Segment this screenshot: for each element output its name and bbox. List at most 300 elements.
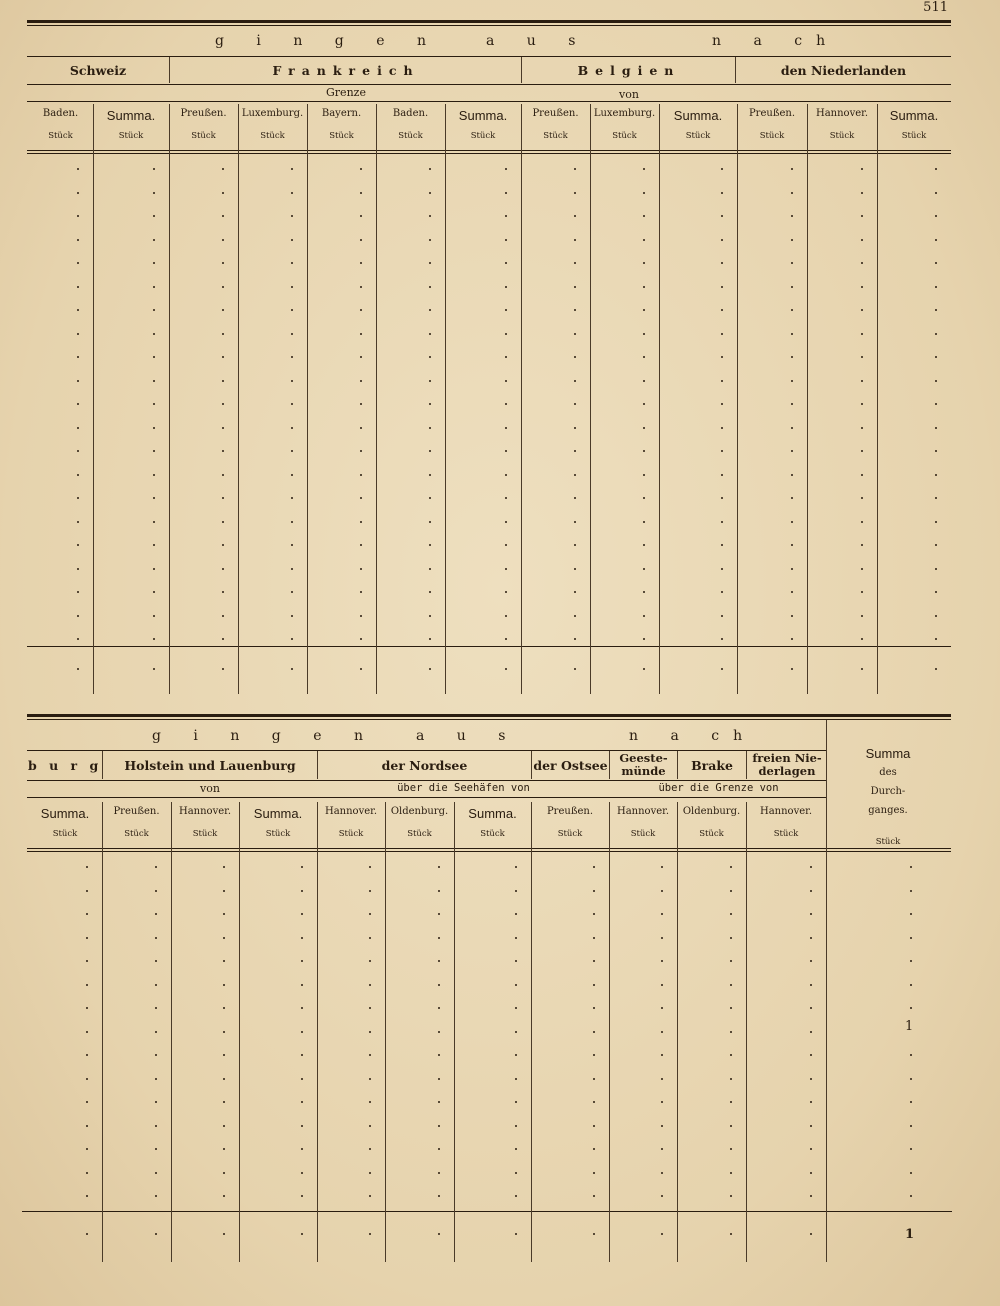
top-col-unit: Stück xyxy=(612,131,637,141)
bottom-rule-5 xyxy=(27,848,951,849)
bottom-empty-cell xyxy=(86,1125,88,1127)
bottom-empty-cell xyxy=(155,1195,157,1197)
bottom-empty-cell xyxy=(369,1031,371,1033)
top-empty-cell xyxy=(291,286,293,288)
top-empty-cell xyxy=(222,544,224,546)
summa-durchgang-empty-cell xyxy=(910,1195,912,1197)
top-empty-cell xyxy=(791,239,793,241)
bottom-empty-cell xyxy=(301,937,303,939)
top-empty-cell xyxy=(861,168,863,170)
bottom-col-divider xyxy=(746,802,747,1262)
top-empty-cell xyxy=(291,215,293,217)
bottom-empty-cell xyxy=(730,1172,732,1174)
bottom-empty-cell xyxy=(223,1101,225,1103)
bottom-empty-cell xyxy=(369,1172,371,1174)
top-empty-cell xyxy=(505,309,507,311)
top-empty-cell xyxy=(935,333,937,335)
bottom-empty-cell xyxy=(661,960,663,962)
top-empty-cell xyxy=(574,215,576,217)
bottom-empty-cell xyxy=(86,1078,88,1080)
top-empty-cell xyxy=(861,403,863,405)
summa-durchgang-empty-cell xyxy=(910,1007,912,1009)
country-divider xyxy=(169,57,170,83)
bottom-empty-total xyxy=(86,1233,88,1235)
bottom-empty-cell xyxy=(810,1125,812,1127)
top-empty-cell xyxy=(291,239,293,241)
top-rule-4 xyxy=(27,101,951,102)
bottom-empty-cell xyxy=(593,866,595,868)
top-empty-cell xyxy=(360,309,362,311)
top-empty-cell xyxy=(791,638,793,640)
top-empty-cell xyxy=(429,615,431,617)
bottom-empty-cell xyxy=(438,1125,440,1127)
top-empty-cell xyxy=(153,262,155,264)
top-col-header: Luxemburg. xyxy=(241,108,304,119)
bottom-empty-cell xyxy=(223,1125,225,1127)
top-col-header: Preußen. xyxy=(180,108,227,119)
top-empty-cell xyxy=(505,333,507,335)
bottom-empty-cell xyxy=(438,913,440,915)
bottom-empty-cell xyxy=(155,1054,157,1056)
bottom-empty-total xyxy=(810,1233,812,1235)
top-empty-cell xyxy=(935,568,937,570)
top-empty-cell xyxy=(791,450,793,452)
bottom-col-unit: Stück xyxy=(773,829,799,839)
bottom-empty-cell xyxy=(515,937,517,939)
bottom-empty-cell xyxy=(223,1007,225,1009)
top-rule-thin xyxy=(27,25,951,26)
top-col-unit: Stück xyxy=(470,131,496,141)
top-empty-cell xyxy=(429,403,431,405)
bottom-empty-cell xyxy=(730,1148,732,1150)
top-empty-total xyxy=(721,668,723,670)
top-empty-cell xyxy=(791,521,793,523)
top-empty-cell xyxy=(77,474,79,476)
top-empty-cell xyxy=(574,568,576,570)
bottom-empty-cell xyxy=(730,1101,732,1103)
summa-durchgang-empty-cell xyxy=(910,890,912,892)
bottom-col-header: Summa. xyxy=(40,806,90,821)
top-empty-cell xyxy=(291,615,293,617)
bottom-empty-cell xyxy=(86,913,88,915)
top-empty-cell xyxy=(429,474,431,476)
top-empty-cell xyxy=(222,474,224,476)
bottom-empty-cell xyxy=(438,1078,440,1080)
bottom-empty-cell xyxy=(810,960,812,962)
bottom-col-header: Summa. xyxy=(468,806,517,821)
bottom-empty-cell xyxy=(438,984,440,986)
summa-durchgang-empty-cell xyxy=(910,1125,912,1127)
bottom-empty-cell xyxy=(301,1101,303,1103)
top-empty-cell xyxy=(935,380,937,382)
bottom-empty-cell xyxy=(661,937,663,939)
top-empty-cell xyxy=(574,403,576,405)
top-empty-cell xyxy=(429,521,431,523)
top-col-header: Baden. xyxy=(392,108,429,119)
top-empty-cell xyxy=(360,286,362,288)
bottom-empty-cell xyxy=(301,960,303,962)
top-empty-cell xyxy=(77,356,79,358)
top-empty-cell xyxy=(77,380,79,382)
top-empty-cell xyxy=(643,215,645,217)
bottom-empty-cell xyxy=(301,1125,303,1127)
bottom-empty-cell xyxy=(301,1007,303,1009)
top-empty-cell xyxy=(429,192,431,194)
top-empty-cell xyxy=(153,333,155,335)
top-empty-cell xyxy=(574,521,576,523)
bottom-empty-cell xyxy=(369,1054,371,1056)
top-empty-cell xyxy=(429,544,431,546)
bottom-empty-cell xyxy=(223,1078,225,1080)
top-col-unit: Stück xyxy=(118,131,144,141)
top-empty-total xyxy=(77,668,79,670)
bottom-empty-cell xyxy=(369,984,371,986)
top-empty-cell xyxy=(291,192,293,194)
top-empty-cell xyxy=(721,521,723,523)
summa-durchgang-3: Durch- xyxy=(870,786,906,797)
top-empty-cell xyxy=(222,427,224,429)
bottom-empty-cell xyxy=(86,1195,88,1197)
top-empty-cell xyxy=(574,262,576,264)
label-seehafen: über die Seehäfen von xyxy=(397,782,530,794)
top-col-unit: Stück xyxy=(543,131,568,141)
bottom-col-divider xyxy=(454,802,455,1262)
top-empty-cell xyxy=(77,215,79,217)
top-empty-cell xyxy=(429,309,431,311)
top-empty-cell xyxy=(935,403,937,405)
bottom-total-rule xyxy=(22,1211,952,1212)
bottom-rule-2 xyxy=(27,750,827,751)
bottom-empty-cell xyxy=(86,960,88,962)
top-empty-cell xyxy=(222,450,224,452)
top-empty-cell xyxy=(721,615,723,617)
top-empty-cell xyxy=(77,333,79,335)
top-col-unit: Stück xyxy=(260,131,285,141)
group-divider xyxy=(609,751,610,779)
group-divider xyxy=(102,751,103,779)
top-empty-cell xyxy=(643,615,645,617)
top-empty-cell xyxy=(643,638,645,640)
top-empty-cell xyxy=(791,356,793,358)
bottom-empty-cell xyxy=(155,984,157,986)
top-empty-cell xyxy=(360,638,362,640)
bottom-empty-total xyxy=(730,1233,732,1235)
bottom-empty-cell xyxy=(593,984,595,986)
summa-row-value: 1 xyxy=(905,1019,914,1034)
bottom-empty-cell xyxy=(661,1007,663,1009)
bottom-empty-cell xyxy=(223,890,225,892)
top-empty-cell xyxy=(791,286,793,288)
top-empty-cell xyxy=(791,497,793,499)
bottom-empty-cell xyxy=(593,1078,595,1080)
top-col-header: Hannover. xyxy=(815,108,868,119)
top-empty-cell xyxy=(505,568,507,570)
top-col-header: Luxemburg. xyxy=(593,108,656,119)
bottom-empty-cell xyxy=(661,1195,663,1197)
top-empty-cell xyxy=(721,497,723,499)
bottom-empty-cell xyxy=(810,1054,812,1056)
top-empty-cell xyxy=(574,192,576,194)
top-empty-cell xyxy=(574,309,576,311)
bottom-empty-cell xyxy=(730,1007,732,1009)
top-empty-cell xyxy=(721,356,723,358)
top-banner-aus: a u s xyxy=(486,33,590,49)
top-empty-cell xyxy=(360,168,362,170)
label-grenze: Grenze xyxy=(326,86,366,99)
top-empty-cell xyxy=(77,450,79,452)
group-ostsee: der Ostsee xyxy=(533,758,608,773)
top-empty-cell xyxy=(721,262,723,264)
top-col-divider xyxy=(877,104,878,694)
top-empty-total xyxy=(360,668,362,670)
top-empty-cell xyxy=(291,356,293,358)
bottom-col-header: Oldenburg. xyxy=(390,806,449,817)
top-empty-cell xyxy=(222,286,224,288)
bottom-empty-cell xyxy=(438,1195,440,1197)
top-col-header: Preußen. xyxy=(748,108,796,119)
top-empty-cell xyxy=(861,497,863,499)
top-empty-cell xyxy=(360,544,362,546)
top-empty-cell xyxy=(222,403,224,405)
bottom-col-header: Preußen. xyxy=(113,806,160,817)
bottom-empty-cell xyxy=(438,890,440,892)
top-empty-cell xyxy=(153,427,155,429)
top-empty-cell xyxy=(505,497,507,499)
bottom-empty-cell xyxy=(730,866,732,868)
top-empty-cell xyxy=(643,262,645,264)
top-empty-cell xyxy=(574,356,576,358)
bottom-empty-cell xyxy=(515,913,517,915)
top-rule-5 xyxy=(27,150,951,151)
bottom-rule-thin xyxy=(27,719,951,720)
bottom-empty-cell xyxy=(515,866,517,868)
top-empty-cell xyxy=(360,427,362,429)
bottom-empty-cell xyxy=(730,1054,732,1056)
top-empty-cell xyxy=(429,427,431,429)
bottom-empty-cell xyxy=(515,1054,517,1056)
bottom-empty-cell xyxy=(86,984,88,986)
top-empty-cell xyxy=(791,474,793,476)
top-empty-cell xyxy=(791,427,793,429)
bottom-empty-cell xyxy=(515,1101,517,1103)
bottom-empty-cell xyxy=(661,984,663,986)
top-col-header: Summa. xyxy=(106,108,156,123)
bottom-col-header: Hannover. xyxy=(324,806,377,817)
top-empty-cell xyxy=(861,356,863,358)
group-divider xyxy=(746,751,747,779)
bottom-empty-cell xyxy=(810,1078,812,1080)
top-empty-cell xyxy=(360,380,362,382)
top-empty-cell xyxy=(861,521,863,523)
top-empty-cell xyxy=(721,591,723,593)
top-empty-cell xyxy=(291,568,293,570)
group-divider xyxy=(317,751,318,779)
top-empty-cell xyxy=(505,615,507,617)
top-empty-total xyxy=(222,668,224,670)
top-empty-cell xyxy=(721,474,723,476)
bottom-empty-cell xyxy=(593,1172,595,1174)
summa-durchgang-unit: Stück xyxy=(875,837,901,847)
top-banner-nach: n a ch xyxy=(712,33,840,49)
top-col-unit: Stück xyxy=(901,131,927,141)
top-empty-cell xyxy=(935,544,937,546)
bottom-col-header: Hannover. xyxy=(616,806,669,817)
group-divider xyxy=(677,751,678,779)
bottom-empty-cell xyxy=(810,913,812,915)
top-empty-cell xyxy=(77,591,79,593)
bottom-empty-cell xyxy=(86,1007,88,1009)
top-empty-cell xyxy=(222,168,224,170)
top-empty-cell xyxy=(429,286,431,288)
bottom-empty-cell xyxy=(730,1078,732,1080)
bottom-empty-cell xyxy=(438,866,440,868)
top-empty-cell xyxy=(429,380,431,382)
bottom-empty-cell xyxy=(223,866,225,868)
top-empty-cell xyxy=(222,568,224,570)
top-empty-cell xyxy=(153,168,155,170)
bottom-empty-cell xyxy=(438,1101,440,1103)
top-empty-cell xyxy=(77,544,79,546)
bottom-empty-cell xyxy=(301,984,303,986)
top-empty-cell xyxy=(222,215,224,217)
bottom-empty-cell xyxy=(810,1101,812,1103)
top-empty-cell xyxy=(574,427,576,429)
bottom-empty-cell xyxy=(369,1148,371,1150)
summa-durchgang-empty-cell xyxy=(910,866,912,868)
top-empty-cell xyxy=(643,286,645,288)
top-empty-cell xyxy=(643,427,645,429)
top-empty-cell xyxy=(222,615,224,617)
top-empty-cell xyxy=(360,356,362,358)
bottom-empty-total xyxy=(593,1233,595,1235)
top-empty-cell xyxy=(721,568,723,570)
top-empty-cell xyxy=(429,356,431,358)
top-empty-cell xyxy=(643,380,645,382)
bottom-empty-cell xyxy=(515,1007,517,1009)
top-empty-cell xyxy=(77,427,79,429)
group-burg: b u r g xyxy=(28,758,103,773)
bottom-col-divider xyxy=(171,802,172,1262)
top-empty-cell xyxy=(429,333,431,335)
top-empty-cell xyxy=(222,380,224,382)
bottom-empty-cell xyxy=(810,937,812,939)
top-empty-cell xyxy=(861,239,863,241)
summa-durchgang-empty-cell xyxy=(910,960,912,962)
top-empty-cell xyxy=(360,333,362,335)
bottom-empty-cell xyxy=(369,1078,371,1080)
summa-durchgang-empty-cell xyxy=(910,913,912,915)
top-empty-cell xyxy=(77,168,79,170)
bottom-col-divider xyxy=(385,802,386,1262)
top-empty-cell xyxy=(505,450,507,452)
bottom-empty-cell xyxy=(593,960,595,962)
top-empty-cell xyxy=(505,427,507,429)
top-empty-cell xyxy=(574,286,576,288)
top-empty-cell xyxy=(721,638,723,640)
bottom-empty-cell xyxy=(155,1101,157,1103)
bottom-banner-gingen: g i n g e n xyxy=(152,728,377,744)
bottom-banner-nach: n a ch xyxy=(629,728,757,744)
top-col-header: Summa. xyxy=(673,108,723,123)
top-empty-cell xyxy=(935,474,937,476)
top-empty-cell xyxy=(291,333,293,335)
top-empty-cell xyxy=(791,615,793,617)
top-col-unit: Stück xyxy=(48,131,73,141)
top-empty-total xyxy=(574,668,576,670)
top-empty-cell xyxy=(291,427,293,429)
bottom-empty-cell xyxy=(155,1078,157,1080)
bottom-empty-cell xyxy=(593,890,595,892)
bottom-empty-cell xyxy=(661,1078,663,1080)
top-empty-cell xyxy=(77,239,79,241)
top-empty-cell xyxy=(360,403,362,405)
bottom-col-header: Oldenburg. xyxy=(682,806,741,817)
top-empty-cell xyxy=(791,262,793,264)
top-empty-cell xyxy=(153,497,155,499)
bottom-empty-cell xyxy=(301,890,303,892)
bottom-empty-cell xyxy=(661,1054,663,1056)
top-col-divider xyxy=(737,104,738,694)
bottom-col-unit: Stück xyxy=(192,829,218,839)
bottom-empty-cell xyxy=(301,1078,303,1080)
bottom-empty-cell xyxy=(661,1148,663,1150)
top-empty-cell xyxy=(291,544,293,546)
top-empty-cell xyxy=(291,591,293,593)
top-col-unit: Stück xyxy=(829,131,855,141)
top-col-divider xyxy=(807,104,808,694)
group-divider xyxy=(531,751,532,779)
top-empty-cell xyxy=(360,521,362,523)
top-empty-cell xyxy=(643,544,645,546)
top-col-header: Bayern. xyxy=(321,108,362,119)
top-empty-cell xyxy=(153,286,155,288)
bottom-col-divider xyxy=(531,802,532,1262)
top-empty-cell xyxy=(505,474,507,476)
top-empty-cell xyxy=(153,309,155,311)
top-empty-cell xyxy=(360,192,362,194)
top-empty-cell xyxy=(721,239,723,241)
top-col-header: Preußen. xyxy=(532,108,579,119)
top-empty-cell xyxy=(935,638,937,640)
top-empty-cell xyxy=(360,615,362,617)
top-empty-cell xyxy=(861,591,863,593)
bottom-empty-cell xyxy=(223,984,225,986)
bottom-empty-cell xyxy=(86,1172,88,1174)
top-col-unit: Stück xyxy=(329,131,354,141)
top-empty-cell xyxy=(791,591,793,593)
bottom-empty-cell xyxy=(810,866,812,868)
top-empty-cell xyxy=(222,591,224,593)
bottom-empty-total xyxy=(369,1233,371,1235)
bottom-col-unit: Stück xyxy=(124,829,149,839)
bottom-empty-total xyxy=(661,1233,663,1235)
bottom-empty-cell xyxy=(730,913,732,915)
bottom-empty-cell xyxy=(369,913,371,915)
bottom-empty-cell xyxy=(155,937,157,939)
top-empty-cell xyxy=(153,615,155,617)
top-empty-cell xyxy=(574,638,576,640)
bottom-empty-cell xyxy=(661,1101,663,1103)
bottom-empty-cell xyxy=(369,960,371,962)
top-empty-cell xyxy=(360,215,362,217)
bottom-empty-total xyxy=(223,1233,225,1235)
top-empty-cell xyxy=(721,450,723,452)
group-nordsee: der Nordsee xyxy=(381,758,468,773)
top-empty-cell xyxy=(643,309,645,311)
bottom-empty-cell xyxy=(593,1007,595,1009)
top-empty-cell xyxy=(935,286,937,288)
top-total-rule xyxy=(27,646,951,647)
